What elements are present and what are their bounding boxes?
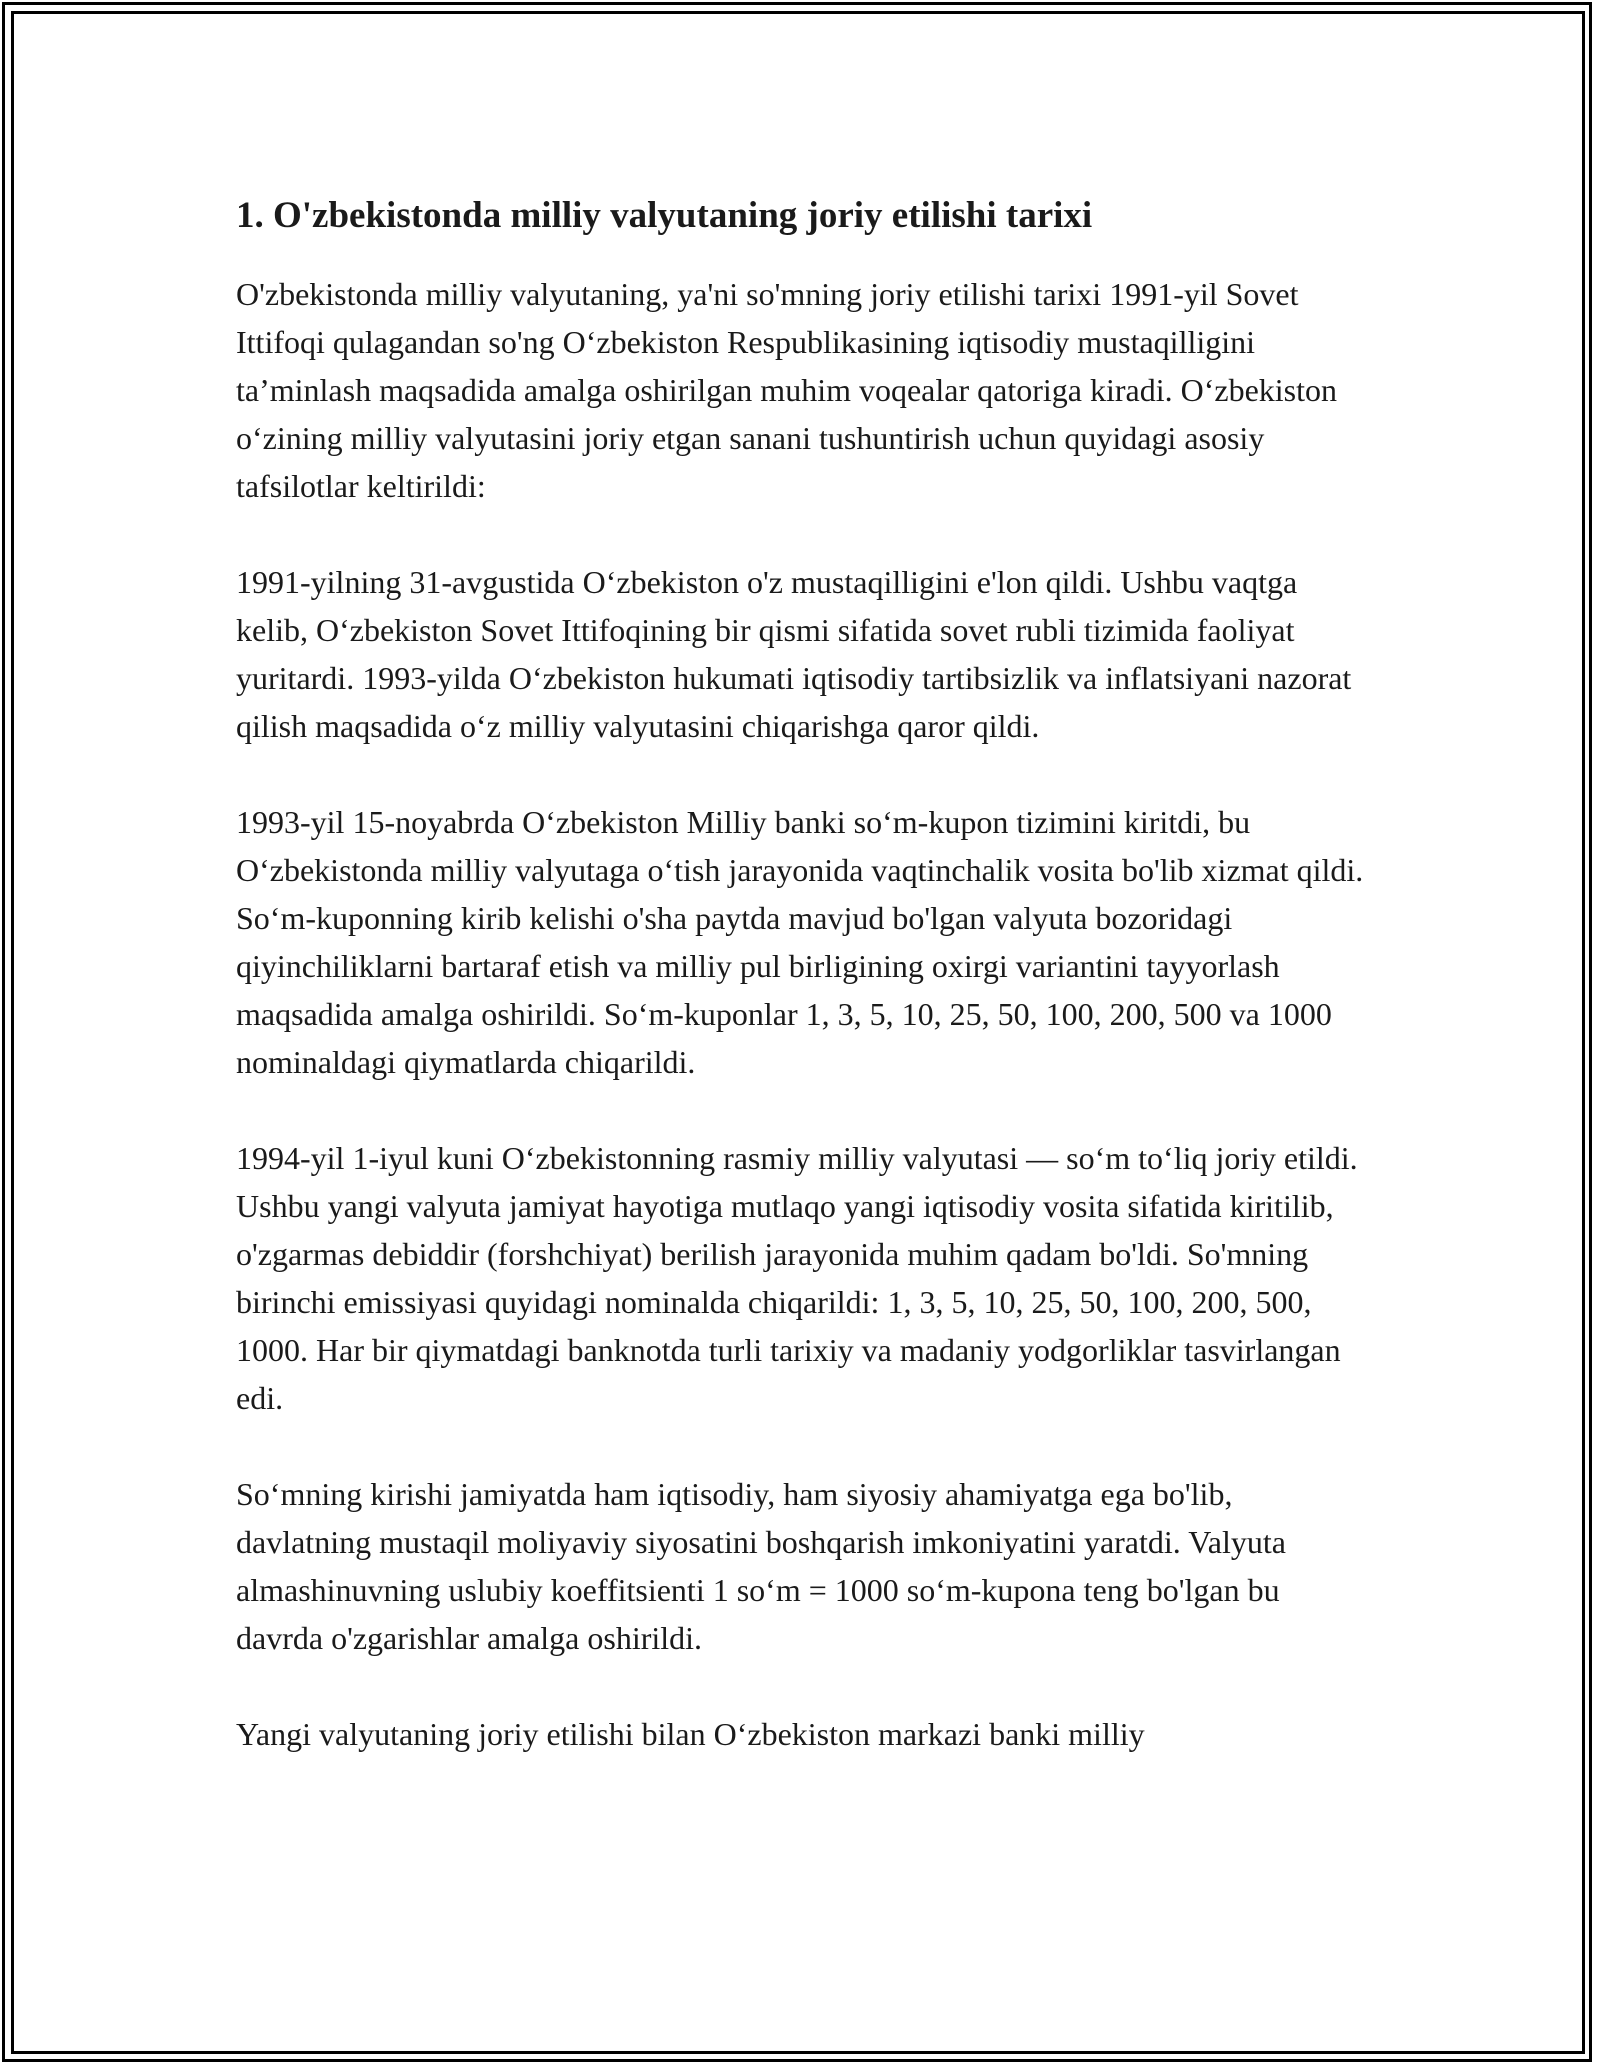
document-body — [236, 188, 1366, 1806]
paragraph-central-bank: Yangi valyutaning joriy etilishi bilan O‘zbekiston markazi banki milliy — [236, 1716, 1145, 1752]
paragraph-som-kupon: 1993-yil 15-noyabrda O‘zbekiston Milliy banki so‘m-kupon tizimini kiritdi, bu O‘zbekistonda milliy valyutaga o‘tish jarayonida vaqtinchalik vosita bo'lib xizmat qildi. So‘m-kuponning kirib kelishi o'sha paytda mavjud bo'lgan valyuta bozoridagi qiyinchiliklarni bartaraf etish va milliy pul birligining oxirgi variantini tayyorlash maqsadida amalga oshirildi. So‘m-kuponlar 1, 3, 5, 10, 25, 50, 100, 200, 500 va 1000 nominaldagi qiymatlarda chiqarildi. — [236, 804, 1364, 1080]
paragraph-independence: 1991-yilning 31-avgustida O‘zbekiston o'z mustaqilligini e'lon qildi. Ushbu vaqtga kelib, O‘zbekiston Sovet Ittifoqining bir qismi sifatida sovet rubli tizimida faoliyat yuritardi. 1993-yilda O‘zbekiston hukumati iqtisodiy tartibsizlik va inflatsiyani nazorat qilish maqsadida o‘z milliy valyutasini chiqarishga qaror qildi. — [236, 564, 1352, 744]
document-title: 1. O'zbekistonda milliy valyutaning joriy etilishi tarixi — [236, 195, 1093, 236]
paragraph-som-introduction: 1994-yil 1-iyul kuni O‘zbekistonning rasmiy milliy valyutasi — so‘m to‘liq joriy etildi. Ushbu yangi valyuta jamiyat hayotiga mutlaqo yangi iqtisodiy vosita sifatida kiritilib, o'zgarmas debiddir (forshchiyat) berilish jarayonida muhim qadam bo'ldi. So'mning birinchi emissiyasi quyidagi nominalda chiqarildi: 1, 3, 5, 10, 25, 50, 100, 200, 500, 1000. Har bir qiymatdagi banknotda turli tarixiy va madaniy yodgorliklar tasvirlangan edi. — [236, 1140, 1358, 1416]
paragraph-intro: O'zbekistonda milliy valyutaning, ya'ni so'mning joriy etilishi tarixi 1991-yil Sovet Ittifoqi qulagandan so'ng O‘zbekiston Respublikasining iqtisodiy mustaqilligini ta’minlash maqsadida amalga oshirilgan muhim voqealar qatoriga kiradi. O‘zbekiston o‘zining milliy valyutasini joriy etgan sanani tushuntirish uchun quyidagi asosiy tafsilotlar keltirildi: — [236, 276, 1338, 504]
paragraph-significance: So‘mning kirishi jamiyatda ham iqtisodiy, ham siyosiy ahamiyatga ega bo'lib, davlatning mustaqil moliyaviy siyosatini boshqarish imkoniyatini yaratdi. Valyuta almashinuvning uslubiy koeffitsienti 1 so‘m = 1000 so‘m-kupona teng bo'lgan bu davrda o'zgarishlar amalga oshirildi. — [236, 1476, 1286, 1656]
